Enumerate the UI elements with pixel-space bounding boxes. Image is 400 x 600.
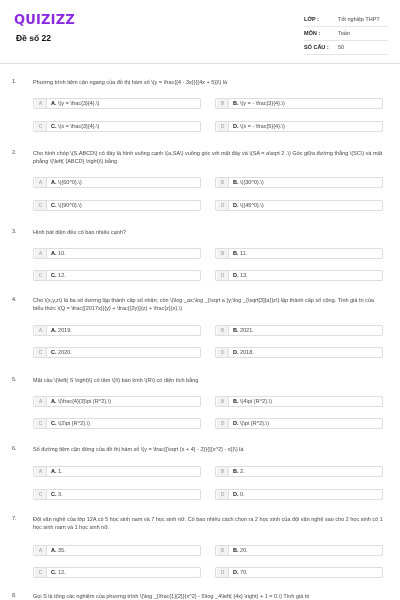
option-text: 2021. [240,327,254,334]
option-c[interactable] [33,270,201,281]
option-label: A. [51,547,57,554]
option-text: 20. [240,547,248,554]
option-a[interactable] [33,248,201,259]
meta-row-subject [304,27,388,41]
option-label: C. [51,272,57,279]
option-b[interactable] [215,98,383,109]
option-a[interactable] [33,325,201,336]
option-text: \(y = - \frac{3}{4}.\) [240,100,285,107]
option-label: B. [233,250,239,257]
option-label: C. [51,569,57,576]
option-label: A. [51,398,57,405]
option-text: 11. [240,250,248,257]
option-letter: B [217,546,229,555]
worksheet-meta-table [304,13,388,55]
option-letter: C [35,419,47,428]
question-number: 8. [12,593,17,599]
option-b[interactable] [215,248,383,259]
question-number: 4. [12,297,17,303]
meta-value: 50 [338,44,345,51]
option-text: \(\frac{4}{3}\pi {R^2}.\) [58,398,112,405]
option-text: \(2\pi {R^2}.\) [58,420,90,427]
option-text: \(y = \frac{3}{4}.\) [58,100,100,107]
option-label: A. [51,100,57,107]
option-letter: D [217,348,229,357]
option-letter: D [217,271,229,280]
question-text: Cho hình chóp \(S.ABCD\) có đáy là hình vuông cạnh \(a,SA\) vuông góc với mặt đáy và \(SA = a\sqrt 2 .\) Góc giữa đường thẳng \(SC\) và mặt phẳng \(\left( {ABCD} \right)\) bằng [33,151,383,165]
meta-row-class [304,13,388,27]
option-text: \({45^0}.\) [240,202,264,209]
option-letter: D [217,568,229,577]
option-d[interactable] [215,270,383,281]
option-label: B. [233,468,239,475]
question-text: Cho \(x,y,z\) là ba số dương lập thành cấp số nhân; còn \(\log _ax;\log _{\sqrt a }y;\log _{\sqrt[3]{a}}z\) lập thành cấp số cộng. Tính giá trị của biểu thức \(Q = \frac{{2017x}}{y} + \frac{{2y}}{z} + \frac{z}{x}.\) [33,298,374,312]
option-label: D. [233,420,239,427]
option-label: C. [51,349,57,356]
option-letter: C [35,201,47,210]
option-text: 3. [58,491,63,498]
option-d[interactable] [215,567,383,578]
option-letter: A [35,249,47,258]
meta-value: Tốt nghiệp THPT [338,16,380,23]
option-letter: C [35,122,47,131]
option-text: \({90^0}.\) [58,202,82,209]
option-letter: C [35,490,47,499]
option-text: 12. [58,272,66,279]
question-text: Phương trình tiệm cận ngang của đồ thị hàm số \(y = \frac{{4 - 3x}}{{4x + 5}}\) là [33,80,228,86]
option-letter: B [217,326,229,335]
option-d[interactable] [215,418,383,429]
option-a[interactable] [33,177,201,188]
option-text: 35. [58,547,66,554]
option-a[interactable] [33,396,201,407]
option-d[interactable] [215,200,383,211]
option-letter: D [217,201,229,210]
option-label: B. [233,547,239,554]
option-text: 0. [240,491,245,498]
option-label: A. [51,327,57,334]
option-b[interactable] [215,396,383,407]
option-label: B. [233,398,239,405]
option-label: D. [233,569,239,576]
option-text: 13. [240,272,248,279]
option-label: C. [51,420,57,427]
option-text: 10. [58,250,66,257]
option-d[interactable] [215,121,383,132]
option-label: D. [233,491,239,498]
option-letter: A [35,546,47,555]
question-text: Số đường tiệm cận đứng của đồ thị hàm số \(y = \frac{{\sqrt {x + 4} - 2}}{{{x^2} - x}}\) là [33,447,244,453]
option-text: 2020. [58,349,72,356]
question-text: Đội văn nghệ của lớp 12A có 5 học sinh nam và 7 học sinh nữ. Có bao nhiêu cách chọn ra 2 học sinh của đội văn nghệ sao cho 2 học sinh có 1 học sinh nam và 1 học sinh nữ. [33,517,383,531]
question-number: 2. [12,150,17,156]
option-text: \({30^0}.\) [240,179,264,186]
option-text: \(x = - \frac{5}{4}.\) [240,123,285,130]
option-letter: A [35,397,47,406]
option-c[interactable] [33,121,201,132]
option-label: A. [51,250,57,257]
option-label: B. [233,179,239,186]
option-letter: B [217,99,229,108]
meta-key: LỚP : [304,16,319,23]
meta-row-question-count [304,41,388,55]
question-number: 6. [12,446,17,452]
option-letter: C [35,568,47,577]
option-letter: D [217,419,229,428]
option-letter: C [35,348,47,357]
question-text: Gọi S là tổng các nghiệm của phương trình \(\log _{\frac{1}{2}}{x^2} - 5\log _4\left( {4x} \right) + 1 = 0.\) Tính giá trị [33,594,310,600]
option-a[interactable] [33,545,201,556]
option-letter: A [35,326,47,335]
option-letter: A [35,467,47,476]
meta-key: SỐ CÂU : [304,44,329,51]
option-text: \({60^0}.\) [58,179,82,186]
option-b[interactable] [215,325,383,336]
option-b[interactable] [215,466,383,477]
option-a[interactable] [33,98,201,109]
option-letter: C [35,271,47,280]
option-c[interactable] [33,418,201,429]
question-number: 5. [12,377,17,383]
option-text: 12. [58,569,66,576]
option-c[interactable] [33,489,201,500]
option-text: 2018. [240,349,254,356]
question-number: 1. [12,79,17,85]
option-letter: B [217,249,229,258]
option-c[interactable] [33,347,201,358]
meta-value: Toán [338,30,350,37]
question-number: 3. [12,229,17,235]
option-text: \(\pi {R^2}.\) [240,420,269,427]
question-text: Mặt cầu \(\left( S \right)\) có tâm \(I\) bán kính \(R\) có diện tích bằng [33,378,199,384]
option-letter: A [35,178,47,187]
header-divider [0,63,400,64]
option-text: \(4\pi {R^2}.\) [240,398,272,405]
option-text: 2019. [58,327,72,334]
option-b[interactable] [215,545,383,556]
question-text: Hình bát diện đều có bao nhiêu cạnh? [33,230,126,236]
option-label: D. [233,349,239,356]
option-letter: D [217,490,229,499]
option-label: B. [233,327,239,334]
option-label: D. [233,272,239,279]
option-text: 1. [58,468,63,475]
option-c[interactable] [33,567,201,578]
option-label: B. [233,100,239,107]
option-d[interactable] [215,489,383,500]
option-label: C. [51,491,57,498]
option-a[interactable] [33,466,201,477]
option-label: D. [233,123,239,130]
option-label: C. [51,202,57,209]
meta-key: MÔN : [304,30,321,37]
option-label: D. [233,202,239,209]
option-text: 70. [240,569,248,576]
question-number: 7. [12,516,17,522]
option-letter: D [217,122,229,131]
document-title: Đề số 22 [16,33,51,43]
option-b[interactable] [215,177,383,188]
option-text: \(x = \frac{3}{4}.\) [58,123,100,130]
option-text: 2. [240,468,245,475]
option-letter: B [217,178,229,187]
option-d[interactable] [215,347,383,358]
option-letter: B [217,467,229,476]
option-label: A. [51,468,57,475]
option-letter: A [35,99,47,108]
option-label: A. [51,179,57,186]
quizizz-logo: QUIZIZZ [14,13,75,28]
option-letter: B [217,397,229,406]
option-c[interactable] [33,200,201,211]
option-label: C. [51,123,57,130]
